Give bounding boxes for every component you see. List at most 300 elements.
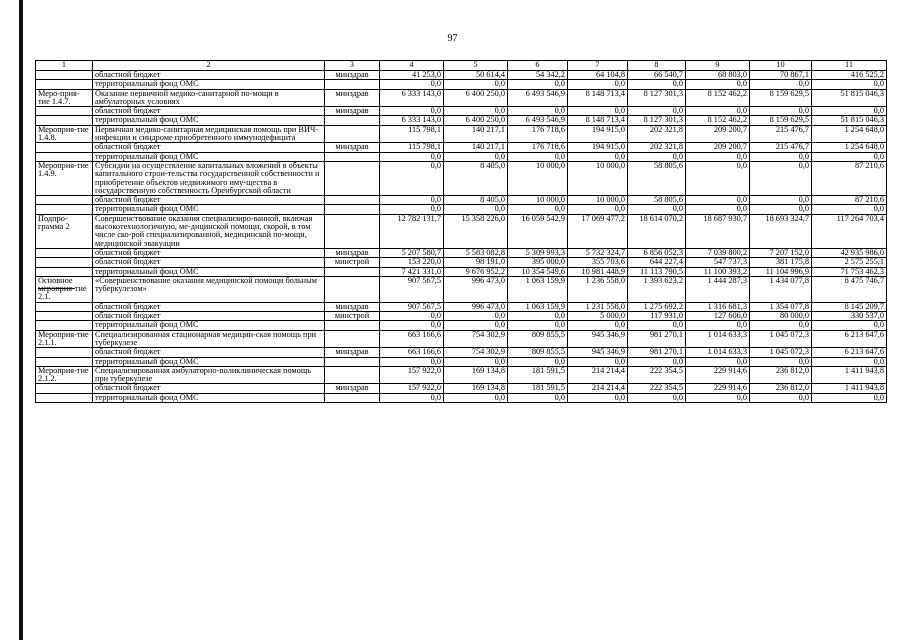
value-cell: 6 333 143,0 xyxy=(380,89,444,107)
table-row xyxy=(36,161,887,195)
value-cell: 0,0 xyxy=(628,107,686,116)
page-edge-bar xyxy=(19,0,23,640)
description-cell: Первичная медико-санитарная медицинская помощь при ВИЧ-инфекции и синдроме приобретенного иммунодефицита xyxy=(93,125,325,143)
value-cell: 181 591,5 xyxy=(508,366,568,384)
activity-code-cell: Мероприя-тие 1.4.8. xyxy=(36,125,93,143)
value-cell: 236 812,0 xyxy=(750,366,812,384)
executor-cell xyxy=(325,116,380,125)
value-cell: 0,0 xyxy=(812,205,887,214)
value-cell: 0,0 xyxy=(508,312,568,321)
value-cell: 169 134,8 xyxy=(444,384,508,393)
value-cell: 8 405,0 xyxy=(444,161,508,195)
executor-cell: минздрав xyxy=(325,107,380,116)
value-cell: 10 000,0 xyxy=(568,161,628,195)
value-cell: 215 476,7 xyxy=(750,143,812,152)
value-cell: 8 159 629,5 xyxy=(750,116,812,125)
value-cell: 0,0 xyxy=(380,321,444,330)
executor-cell: минздрав xyxy=(325,348,380,357)
executor-cell: минздрав xyxy=(325,89,380,107)
activity-code-cell xyxy=(36,116,93,125)
value-cell: 0,0 xyxy=(628,205,686,214)
value-cell: 0,0 xyxy=(750,196,812,205)
activity-code-cell xyxy=(36,321,93,330)
value-cell: 54 342,2 xyxy=(508,71,568,80)
value-cell: 945 346,9 xyxy=(568,330,628,348)
table-row xyxy=(36,89,887,107)
value-cell: 215 476,7 xyxy=(750,125,812,143)
executor-cell xyxy=(325,196,380,205)
value-cell: 0,0 xyxy=(508,321,568,330)
value-cell: 71 753 462,3 xyxy=(812,267,887,276)
value-cell: 1 444 287,3 xyxy=(686,276,750,302)
description-cell: территориальный фонд ОМС xyxy=(93,393,325,402)
value-cell: 0,0 xyxy=(750,80,812,89)
value-cell: 87 210,6 xyxy=(812,196,887,205)
value-cell: 0,0 xyxy=(750,357,812,366)
value-cell: 0,0 xyxy=(380,357,444,366)
header-col-3: 3 xyxy=(325,61,380,71)
value-cell: 0,0 xyxy=(380,312,444,321)
activity-code-cell xyxy=(36,71,93,80)
description-cell: Совершенствование оказания специализиро-ванной, включая высокотехнологичную, ме-дицинской помощи, скорой, в том числе ско-рой специализированной, медицинской по-мощи, медицинской эвакуации xyxy=(93,214,325,248)
value-cell: 51 815 046,3 xyxy=(812,116,887,125)
description-cell: территориальный фонд ОМС xyxy=(93,205,325,214)
activity-code-cell xyxy=(36,107,93,116)
value-cell: 6 213 647,6 xyxy=(812,348,887,357)
activity-code-cell xyxy=(36,302,93,311)
value-cell: 754 302,9 xyxy=(444,330,508,348)
table-row xyxy=(36,107,887,116)
activity-code-cell xyxy=(36,393,93,402)
value-cell: 117 931,0 xyxy=(628,312,686,321)
value-cell: 6 856 052,3 xyxy=(628,248,686,257)
header-col-9: 9 xyxy=(686,61,750,71)
table-row xyxy=(36,125,887,143)
value-cell: 64 104,8 xyxy=(568,71,628,80)
executor-cell xyxy=(325,276,380,302)
value-cell: 42 935 986,0 xyxy=(812,248,887,257)
value-cell: 5 207 580,7 xyxy=(380,248,444,257)
value-cell: 0,0 xyxy=(686,161,750,195)
executor-cell xyxy=(325,393,380,402)
value-cell: 0,0 xyxy=(686,107,750,116)
value-cell: 1 231 558,0 xyxy=(568,302,628,311)
value-cell: 0,0 xyxy=(444,205,508,214)
value-cell: 181 591,5 xyxy=(508,384,568,393)
value-cell: 18 614 070,2 xyxy=(628,214,686,248)
value-cell: 0,0 xyxy=(444,357,508,366)
value-cell: 1 354 077,8 xyxy=(750,302,812,311)
executor-cell xyxy=(325,321,380,330)
value-cell: 6 333 143,0 xyxy=(380,116,444,125)
value-cell: 0,0 xyxy=(508,357,568,366)
activity-code-cell xyxy=(36,348,93,357)
activity-code-cell xyxy=(36,357,93,366)
value-cell: 222 354,5 xyxy=(628,366,686,384)
value-cell: 0,0 xyxy=(444,393,508,402)
value-cell: 0,0 xyxy=(686,152,750,161)
value-cell: 981 270,1 xyxy=(628,348,686,357)
value-cell: 8 152 462,2 xyxy=(686,116,750,125)
header-col-1: 1 xyxy=(36,61,93,71)
value-cell: 0,0 xyxy=(686,196,750,205)
value-cell: 176 718,6 xyxy=(508,143,568,152)
value-cell: 395 000,0 xyxy=(508,258,568,267)
value-cell: 16 059 542,9 xyxy=(508,214,568,248)
value-cell: 0,0 xyxy=(686,80,750,89)
value-cell: 0,0 xyxy=(628,321,686,330)
value-cell: 10 354 549,6 xyxy=(508,267,568,276)
table-row xyxy=(36,205,887,214)
value-cell: 51 815 046,3 xyxy=(812,89,887,107)
value-cell: 1 045 072,3 xyxy=(750,348,812,357)
description-cell: Оказание первичной медико-санитарной по-мощи в амбулаторных условиях xyxy=(93,89,325,107)
value-cell: 7 207 152,0 xyxy=(750,248,812,257)
value-cell: 0,0 xyxy=(568,80,628,89)
activity-code-cell xyxy=(36,80,93,89)
value-cell: 0,0 xyxy=(686,321,750,330)
description-cell: «Совершенствование оказания медицинской помощи больным туберкулезом» xyxy=(93,276,325,302)
value-cell: 8 127 301,3 xyxy=(628,89,686,107)
value-cell: 8 152 462,2 xyxy=(686,89,750,107)
value-cell: 6 493 546,9 xyxy=(508,116,568,125)
table-row xyxy=(36,348,887,357)
value-cell: 0,0 xyxy=(444,321,508,330)
value-cell: 68 803,0 xyxy=(686,71,750,80)
value-cell: 0,0 xyxy=(380,205,444,214)
table-row xyxy=(36,71,887,80)
activity-code-cell xyxy=(36,267,93,276)
executor-cell xyxy=(325,161,380,195)
value-cell: 117 264 703,4 xyxy=(812,214,887,248)
value-cell: 0,0 xyxy=(750,152,812,161)
value-cell: 0,0 xyxy=(508,152,568,161)
table-row xyxy=(36,357,887,366)
value-cell: 0,0 xyxy=(380,196,444,205)
value-cell: 0,0 xyxy=(812,152,887,161)
description-cell: территориальный фонд ОМС xyxy=(93,116,325,125)
value-cell: 0,0 xyxy=(750,393,812,402)
value-cell: 0,0 xyxy=(444,107,508,116)
value-cell: 1 393 623,2 xyxy=(628,276,686,302)
table-row xyxy=(36,366,887,384)
value-cell: 209 200,7 xyxy=(686,143,750,152)
value-cell: 0,0 xyxy=(628,80,686,89)
value-cell: 10 000,0 xyxy=(508,161,568,195)
value-cell: 87 210,6 xyxy=(812,161,887,195)
value-cell: 214 214,4 xyxy=(568,366,628,384)
value-cell: 0,0 xyxy=(750,205,812,214)
value-cell: 809 855,5 xyxy=(508,330,568,348)
value-cell: 0,0 xyxy=(686,205,750,214)
value-cell: 229 914,6 xyxy=(686,384,750,393)
value-cell: 6 213 647,6 xyxy=(812,330,887,348)
activity-code-cell: Меро-прия-тие 1.4.7. xyxy=(36,89,93,107)
activity-code-cell xyxy=(36,205,93,214)
value-cell: 1 254 648,0 xyxy=(812,125,887,143)
value-cell: 0,0 xyxy=(568,357,628,366)
executor-cell xyxy=(325,214,380,248)
value-cell: 0,0 xyxy=(380,393,444,402)
header-col-4: 4 xyxy=(380,61,444,71)
value-cell: 5 000,0 xyxy=(568,312,628,321)
table-row xyxy=(36,393,887,402)
value-cell: 18 693 324,7 xyxy=(750,214,812,248)
value-cell: 17 069 477,2 xyxy=(568,214,628,248)
value-cell: 0,0 xyxy=(750,107,812,116)
value-cell: 8 159 629,5 xyxy=(750,89,812,107)
executor-cell: минстрой xyxy=(325,258,380,267)
value-cell: 1 045 072,3 xyxy=(750,330,812,348)
value-cell: 0,0 xyxy=(380,161,444,195)
executor-cell: минздрав xyxy=(325,302,380,311)
description-cell: областной бюджет xyxy=(93,71,325,80)
value-cell: 0,0 xyxy=(812,357,887,366)
value-cell: 0,0 xyxy=(568,393,628,402)
value-cell: 0,0 xyxy=(380,152,444,161)
value-cell: 58 805,6 xyxy=(628,161,686,195)
table-row xyxy=(36,384,887,393)
value-cell: 115 798,1 xyxy=(380,125,444,143)
header-col-6: 6 xyxy=(508,61,568,71)
table-row xyxy=(36,312,887,321)
value-cell: 996 473,0 xyxy=(444,276,508,302)
table-row xyxy=(36,321,887,330)
value-cell: 1 316 681,3 xyxy=(686,302,750,311)
value-cell: 0,0 xyxy=(750,161,812,195)
value-cell: 157 922,0 xyxy=(380,366,444,384)
executor-cell xyxy=(325,152,380,161)
value-cell: 0,0 xyxy=(750,321,812,330)
table-row xyxy=(36,196,887,205)
value-cell: 0,0 xyxy=(444,80,508,89)
value-cell: 66 540,7 xyxy=(628,71,686,80)
value-cell: 194 915,0 xyxy=(568,125,628,143)
activity-code-cell: Основное мероприя-тие 2.1. xyxy=(36,276,93,302)
description-cell: территориальный фонд ОМС xyxy=(93,152,325,161)
value-cell: 1 014 633,3 xyxy=(686,330,750,348)
activity-code-cell xyxy=(36,143,93,152)
activity-code-cell xyxy=(36,152,93,161)
value-cell: 157 922,0 xyxy=(380,384,444,393)
value-cell: 996 473,0 xyxy=(444,302,508,311)
value-cell: 7 039 800,2 xyxy=(686,248,750,257)
value-cell: 202 321,8 xyxy=(628,143,686,152)
value-cell: 1 275 692,2 xyxy=(628,302,686,311)
executor-cell xyxy=(325,357,380,366)
value-cell: 0,0 xyxy=(508,107,568,116)
value-cell: 355 703,6 xyxy=(568,258,628,267)
value-cell: 0,0 xyxy=(812,321,887,330)
value-cell: 12 782 131,7 xyxy=(380,214,444,248)
table-row xyxy=(36,267,887,276)
activity-code-cell: Мероприя-тие 2.1.2. xyxy=(36,366,93,384)
value-cell: 644 227,4 xyxy=(628,258,686,267)
header-col-8: 8 xyxy=(628,61,686,71)
executor-cell xyxy=(325,267,380,276)
executor-cell xyxy=(325,125,380,143)
value-cell: 5 583 082,8 xyxy=(444,248,508,257)
value-cell: 547 737,3 xyxy=(686,258,750,267)
value-cell: 0,0 xyxy=(812,107,887,116)
value-cell: 381 175,8 xyxy=(750,258,812,267)
value-cell: 0,0 xyxy=(568,321,628,330)
table-row xyxy=(36,143,887,152)
value-cell: 0,0 xyxy=(444,152,508,161)
value-cell: 1 063 159,9 xyxy=(508,276,568,302)
value-cell: 0,0 xyxy=(568,107,628,116)
value-cell: 58 805,6 xyxy=(628,196,686,205)
value-cell: 0,0 xyxy=(686,393,750,402)
activity-code-cell xyxy=(36,384,93,393)
description-cell: областной бюджет xyxy=(93,384,325,393)
table-row xyxy=(36,330,887,348)
value-cell: 209 200,7 xyxy=(686,125,750,143)
table-row xyxy=(36,248,887,257)
value-cell: 1 236 558,0 xyxy=(568,276,628,302)
column-number-header xyxy=(36,61,887,71)
description-cell: областной бюджет xyxy=(93,196,325,205)
activity-code-cell xyxy=(36,258,93,267)
value-cell: 176 718,6 xyxy=(508,125,568,143)
value-cell: 0,0 xyxy=(508,205,568,214)
description-cell: областной бюджет xyxy=(93,143,325,152)
executor-cell xyxy=(325,205,380,214)
value-cell: 140 217,1 xyxy=(444,143,508,152)
value-cell: 11 113 790,5 xyxy=(628,267,686,276)
description-cell: областной бюджет xyxy=(93,312,325,321)
value-cell: 50 614,4 xyxy=(444,71,508,80)
executor-cell: минстрой xyxy=(325,312,380,321)
page-number: 97 xyxy=(447,33,458,44)
value-cell: 11 100 393,2 xyxy=(686,267,750,276)
value-cell: 0,0 xyxy=(380,80,444,89)
value-cell: 0,0 xyxy=(508,80,568,89)
value-cell: 194 915,0 xyxy=(568,143,628,152)
value-cell: 1 411 943,8 xyxy=(812,384,887,393)
executor-cell: минздрав xyxy=(325,71,380,80)
header-col-7: 7 xyxy=(568,61,628,71)
value-cell: 663 166,6 xyxy=(380,330,444,348)
header-col-11: 11 xyxy=(812,61,887,71)
description-cell: областной бюджет xyxy=(93,348,325,357)
value-cell: 8 127 301,3 xyxy=(628,116,686,125)
table-row xyxy=(36,152,887,161)
value-cell: 0,0 xyxy=(628,152,686,161)
value-cell: 10 000,0 xyxy=(568,196,628,205)
value-cell: 6 400 250,0 xyxy=(444,89,508,107)
value-cell: 202 321,8 xyxy=(628,125,686,143)
value-cell: 8 148 713,4 xyxy=(568,89,628,107)
description-cell: Специализированная стационарная медицин-ская помощь при туберкулезе xyxy=(93,330,325,348)
value-cell: 1 014 633,3 xyxy=(686,348,750,357)
description-cell: областной бюджет xyxy=(93,248,325,257)
value-cell: 0,0 xyxy=(686,357,750,366)
value-cell: 416 525,2 xyxy=(812,71,887,80)
value-cell: 981 270,1 xyxy=(628,330,686,348)
header-col-2: 2 xyxy=(93,61,325,71)
value-cell: 5 732 324,7 xyxy=(568,248,628,257)
activity-code-cell xyxy=(36,196,93,205)
value-cell: 222 354,5 xyxy=(628,384,686,393)
description-cell: Субсидии на осуществление капитальных вложений в объекты капитального строи-тельства государственной собственности и приобретение объектов недвижимого иму-щества в государственную собственность Оренбургской области xyxy=(93,161,325,195)
value-cell: 70 867,1 xyxy=(750,71,812,80)
value-cell: 0,0 xyxy=(628,393,686,402)
value-cell: 80 000,0 xyxy=(750,312,812,321)
value-cell: 1 063 159,9 xyxy=(508,302,568,311)
executor-cell xyxy=(325,80,380,89)
value-cell: 115 798,1 xyxy=(380,143,444,152)
value-cell: 754 302,9 xyxy=(444,348,508,357)
value-cell: 809 855,5 xyxy=(508,348,568,357)
description-cell: Специализированная амбулаторно-поликлиническая помощь при туберкулезе xyxy=(93,366,325,384)
activity-code-cell: Подпро-грамма 2 xyxy=(36,214,93,248)
value-cell: 8 148 713,4 xyxy=(568,116,628,125)
table-row xyxy=(36,302,887,311)
value-cell: 1 411 943,8 xyxy=(812,366,887,384)
value-cell: 214 214,4 xyxy=(568,384,628,393)
table-row xyxy=(36,258,887,267)
description-cell: областной бюджет xyxy=(93,302,325,311)
value-cell: 8 405,0 xyxy=(444,196,508,205)
description-cell: территориальный фонд ОМС xyxy=(93,321,325,330)
value-cell: 140 217,1 xyxy=(444,125,508,143)
value-cell: 15 358 226,0 xyxy=(444,214,508,248)
description-cell: территориальный фонд ОМС xyxy=(93,357,325,366)
table-row xyxy=(36,214,887,248)
value-cell: 6 400 250,0 xyxy=(444,116,508,125)
value-cell: 2 575 255,1 xyxy=(812,258,887,267)
header-col-5: 5 xyxy=(444,61,508,71)
value-cell: 663 166,6 xyxy=(380,348,444,357)
executor-cell xyxy=(325,330,380,348)
value-cell: 1 434 077,8 xyxy=(750,276,812,302)
value-cell: 0,0 xyxy=(568,205,628,214)
activity-code-cell: Мероприя-тие 2.1.1. xyxy=(36,330,93,348)
value-cell: 98 191,0 xyxy=(444,258,508,267)
value-cell: 229 914,6 xyxy=(686,366,750,384)
value-cell: 41 253,0 xyxy=(380,71,444,80)
activity-code-cell xyxy=(36,312,93,321)
value-cell: 907 567,5 xyxy=(380,276,444,302)
value-cell: 330 537,0 xyxy=(812,312,887,321)
activity-code-cell: Мероприя-тие 1.4.9. xyxy=(36,161,93,195)
executor-cell: минздрав xyxy=(325,143,380,152)
value-cell: 7 421 331,0 xyxy=(380,267,444,276)
value-cell: 169 134,8 xyxy=(444,366,508,384)
value-cell: 8 145 209,7 xyxy=(812,302,887,311)
value-cell: 6 493 546,9 xyxy=(508,89,568,107)
description-cell: территориальный фонд ОМС xyxy=(93,80,325,89)
value-cell: 0,0 xyxy=(628,357,686,366)
value-cell: 0,0 xyxy=(812,393,887,402)
value-cell: 18 687 930,7 xyxy=(686,214,750,248)
value-cell: 10 981 448,9 xyxy=(568,267,628,276)
value-cell: 0,0 xyxy=(380,107,444,116)
header-col-10: 10 xyxy=(750,61,812,71)
value-cell: 127 606,0 xyxy=(686,312,750,321)
executor-cell xyxy=(325,366,380,384)
value-cell: 0,0 xyxy=(812,80,887,89)
executor-cell: минздрав xyxy=(325,384,380,393)
table-row xyxy=(36,116,887,125)
value-cell: 0,0 xyxy=(508,393,568,402)
value-cell: 11 104 996,9 xyxy=(750,267,812,276)
value-cell: 907 567,5 xyxy=(380,302,444,311)
value-cell: 0,0 xyxy=(568,152,628,161)
value-cell: 153 220,0 xyxy=(380,258,444,267)
value-cell: 9 676 952,2 xyxy=(444,267,508,276)
